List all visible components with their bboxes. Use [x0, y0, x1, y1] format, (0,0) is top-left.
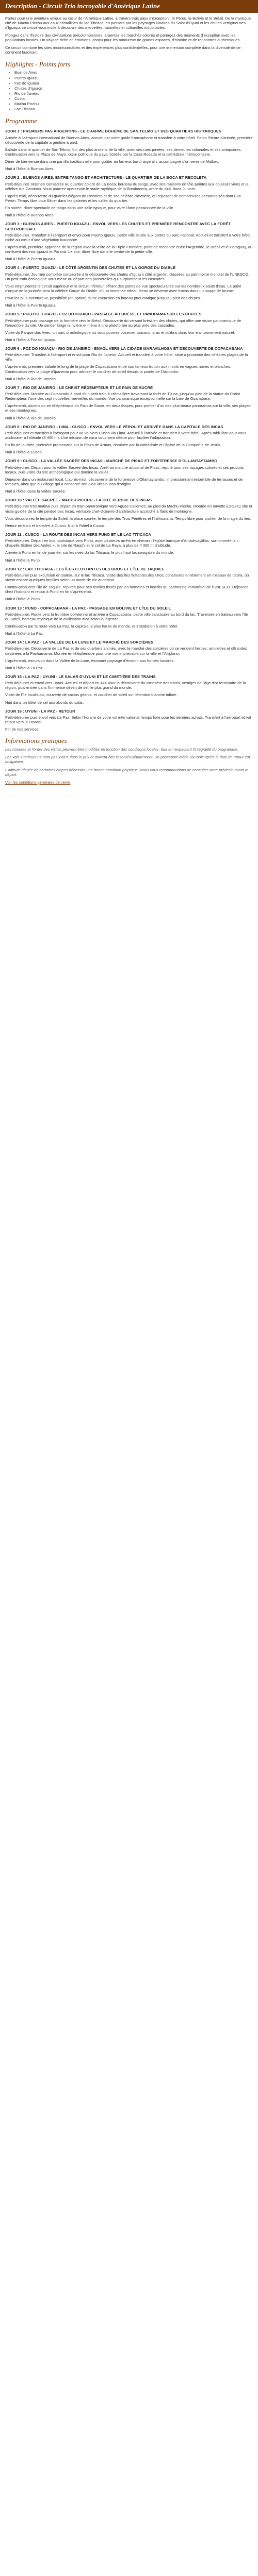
day-paragraph: Déjeuner dans un restaurant local. L'après-midi, découverte de la forteresse d'Ollantaytambo, impressionnant ensemble de terrasses et de temples, ainsi que du village qui a conservé son plan urbain inca d'origine. — [5, 477, 243, 487]
day-paragraph: Petit-déjeuner. Transfert à l'aéroport et envol pour Rio de Janeiro. Accueil et transfert à votre hôtel, situé à proximité des célèbres plages de la ville. — [5, 352, 248, 362]
day-heading: JOUR 14 : LA PAZ - LA VALLÉE DE LA LUNE ET LE MARCHÉ DES SORCIÈRES — [5, 640, 154, 645]
day-paragraph: L'après-midi, excursion dans la Vallée de la Lune, étonnant paysage d'érosion aux formes lunaires. — [5, 658, 175, 663]
day-block — [5, 567, 253, 602]
highlight-item: • Lac Titicaca — [14, 107, 253, 111]
intro-paragraph: Plongez dans l'histoire des civilisations précolombiennes, arpentez les marchés colorés et partagez des moments d'exception avec les populations locales. Un voyage riche en émotions, conçu pour les amoureux de grands espaces, d'histoire et de rencontres authentiques. — [5, 33, 241, 43]
highlight-item: • Rio de Janeiro — [14, 91, 253, 96]
main-content — [0, 13, 258, 793]
day-paragraph: Petit-déjeuner. Départ en bus touristique vers Puno, avec plusieurs arrêts en chemin : l'église baroque d'Andahuaylillas, surnommée la « chapelle Sixtine des Andes », le site de Raqchi et le col de La Raya, à plus de 4 300 m d'altitude. — [5, 538, 239, 548]
day-paragraph: Nuit à l'hôtel à La Paz. — [5, 631, 44, 636]
day-paragraph: Nuit à l'hôtel à Foz do Iguaçu. — [5, 337, 56, 342]
day-block — [5, 640, 253, 670]
day-paragraph: Petit-déjeuner puis envol vers La Paz. Selon l'horaire de votre vol international, temps libre pour les derniers achats. Transfert à l'aéroport et vol retour vers la France. — [5, 715, 251, 724]
day-heading: JOUR 6 : FOZ DO IGUAÇU - RIO DE JANEIRO - ENVOL VERS LA CIDADE MARAVILHOSA ET DÉCOUVERTE DE COPACABANA — [5, 346, 243, 351]
day-block — [5, 425, 253, 455]
day-heading: JOUR 15 : LA PAZ - UYUNI - LE SALAR D'UYUNI ET LE CIMETIÈRE DES TRAINS — [5, 674, 156, 679]
day-block — [5, 312, 253, 342]
page-title: Description - Circuit Trio incroyable d'Amérique Latine — [5, 2, 160, 10]
day-paragraph: Petit-déjeuner. Départ pour la Vallée Sacrée des Incas. Arrêt au marché artisanal de Pisac, réputé pour ses tissages colorés et ses produits locaux, puis visite du site archéologique qui domine la vallée. — [5, 465, 244, 474]
day-paragraph: Nuit à l'hôtel à Cusco. — [5, 450, 43, 455]
day-paragraph: Visite de l'île Incahuasi, couverte de cactus géants, et coucher de soleil sur l'étendue blanche infinie. — [5, 692, 178, 698]
day-heading: JOUR 5 : PUERTO IGUAZU - FOZ DO IGUAÇU - PASSAGE AU BRÉSIL ET PANORAMA SUR LES CHUTES — [5, 312, 202, 317]
day-paragraph: Nuit à l'hôtel à Puerto Iguazu. — [5, 257, 56, 262]
highlight-item: • Puerto Iguazu — [14, 76, 253, 80]
day-heading: JOUR 16 : UYUNI - LA PAZ - RETOUR — [5, 708, 75, 714]
day-paragraph: Retour en train et transfert à Cusco. Nuit à l'hôtel à Cusco. — [5, 523, 106, 528]
day-paragraph: Petit-déjeuner et envol vers Uyuni. Accueil et départ en 4x4 pour la découverte du cimetière des trains, vestiges de l'âge d'or ferroviaire de la région, puis entrée dans l'immense désert de sel, le plus grand du monde. — [5, 681, 246, 690]
day-paragraph: Arrivée à l'aéroport international de Buenos Aires, accueil par votre guide francophone et transfert à votre hôtel. Selon l'heure d'arrivée, première découverte de la capitale argentine à pied. — [5, 135, 253, 145]
day-paragraph: Petit-déjeuner puis passage de la frontière vers le Brésil. Découverte du versant brésilien des chutes, qui offre une vision panoramique de l'ensemble du site. Un sentier longe la rivière et mène à une plateforme au plus près des cascades. — [5, 318, 241, 328]
day-block — [5, 709, 253, 732]
day-paragraph: Petit-déjeuner. Journée complète consacrée à la découverte des chutes d'Iguazú côté argentin, classées au patrimoine mondial de l'UNESCO. Un petit train écologique vous mène au départ des passerelles qui surplombent les cascades. — [5, 272, 250, 281]
day-block — [5, 459, 253, 494]
day-paragraph: Continuation vers l'île de Taquile, réputée pour ses textiles tissés par les hommes et inscrits au patrimoine immatériel de l'UNESCO. Déjeuner chez l'habitant et retour à Puno en fin d'après-midi. — [5, 585, 248, 595]
day-heading: JOUR 1 : PREMIERS PAS ARGENTINS - LE CHARME BOHÈME DE SAN TELMO ET DES QUARTIERS HISTORIQUES — [5, 129, 222, 134]
day-block — [5, 265, 253, 308]
programme-heading: Programme — [5, 116, 37, 125]
day-heading: JOUR 7 : RIO DE JANEIRO - LE CHRIST RÉDEMPTEUR ET LE PAIN DE SUCRE — [5, 385, 153, 390]
highlight-item: • Cusco — [14, 96, 253, 101]
page-banner — [0, 0, 258, 13]
day-block — [5, 532, 253, 563]
day-paragraph: L'après-midi, découverte du quartier élégant de Recoleta et de son célèbre cimetière, où reposent de nombreuses personnalités dont Eva Perón. Temps libre pour flâner dans les galeries et les cafés du quartier. — [5, 193, 241, 203]
intro-paragraph: Partez pour une aventure unique au cœur de l'Amérique Latine, à travers trois pays d'exception : le Pérou, la Bolivie et le Brésil. De la mystique cité de Machu Picchu aux eaux cristallines du lac Titicaca, en passant par les paysages lunaires du Salar d'Uyuni et les chutes vertigineuses d'Iguaçu, ce circuit vous invite à découvrir des merveilles naturelles et culturelles inoubliables. — [5, 15, 251, 30]
highlight-item: • Foz do Iguaçu — [14, 81, 253, 86]
notes-heading: Informations pratiques — [5, 737, 67, 745]
notes-section — [5, 747, 253, 777]
day-paragraph: Petit-déjeuner et transfert à l'aéroport pour un vol vers Cusco via Lima. Accueil à l'arrivée et transfert à votre hôtel. Après-midi libre pour vous acclimater à l'altitude (3 400 m). Une infusion de coca vous sera offerte pour faciliter l'adaptation. — [5, 430, 247, 440]
note-paragraph: Les vols intérieurs ne sont pas inclus dans le prix et doivent être réservés séparément. Un passeport valide six mois après la date de retour est obligatoire. — [5, 755, 250, 765]
day-paragraph: Nuit à l'hôtel à Buenos Aires. — [5, 213, 55, 218]
programme-days — [5, 129, 253, 732]
day-paragraph: L'après-midi, première approche de la région avec la visite de la Triple Frontière, point de rencontre entre l'Argentine, le Brésil et le Paraguay, au confluent des rios Iguazú et Paraná. Le soir, dîner libre dans le centre de la petite ville. — [5, 244, 253, 255]
day-paragraph: Petit-déjeuner puis excursion en bateau sur le lac Titicaca. Visite des îles flottantes des Uros, construites entièrement en roseaux de totora, où vivent encore quelques familles selon un mode de vie ancestral. — [5, 572, 249, 582]
day-paragraph: Nuit à l'hôtel dans la Vallée Sacrée. — [5, 489, 66, 494]
day-paragraph: Nuit dans un hôtel de sel aux abords du salar. — [5, 700, 84, 705]
day-paragraph: Petit-déjeuner. Montée au Corcovado à bord d'un petit train à crémaillère traversant la forêt de Tijuca, jusqu'au pied de la statue du Christ Rédempteur, l'une des sept nouvelles merveilles du monde. Vue panoramique exceptionnelle sur la baie de Guanabara. — [5, 392, 240, 401]
day-paragraph: En soirée, dîner-spectacle de tango dans une salle typique, pour vivre l'âme passionnée de la ville. — [5, 206, 174, 211]
day-paragraph: Visite du Parque das Aves, un parc ornithologique où vous pourrez observer toucans, aras et colibris dans leur environnement naturel. — [5, 330, 235, 335]
day-heading: JOUR 9 : CUSCO - LA VALLÉE SACRÉE DES INCAS - MARCHÉ DE PISAC ET FORTERESSE D'OLLANTAYTAMBO — [5, 459, 218, 464]
day-heading: JOUR 3 : BUENOS AIRES - PUERTO IGUAZU - ENVOL VERS LES CHUTES ET PREMIÈRE RENCONTRE AVEC LA FORÊT SUBTROPICALE — [5, 222, 231, 231]
day-block — [5, 385, 253, 420]
highlight-item: • Chutes d'Iguaçu — [14, 86, 253, 91]
day-heading: JOUR 10 : VALLÉE SACRÉE - MACHU PICCHU - LA CITÉ PERDUE DES INCAS — [5, 498, 152, 503]
day-paragraph: Nuit à l'hôtel à Rio de Janeiro. — [5, 376, 57, 381]
day-paragraph: Nuit à l'hôtel à Puno. — [5, 597, 41, 602]
highlight-item: • Machu Picchu — [14, 101, 253, 106]
day-paragraph: Balade dans le quartier de San Telmo, l'un des plus anciens de la ville, avec ses rues pavées, ses demeures coloniales et ses antiquaires. Continuation vers la Plaza de Mayo, cœur politique du pays, bordée par la Casa Rosada et la cathédrale métropolitaine. — [5, 147, 242, 157]
highlight-item: • Buenos Aires — [14, 70, 253, 75]
note-paragraph: Les horaires et l'ordre des visites peuvent être modifiés en fonction des conditions locales, tout en respectant l'intégralité du programme. — [5, 747, 239, 752]
day-heading: JOUR 2 : BUENOS AIRES, ENTRE TANGO ET ARCHITECTURE - LE QUARTIER DE LA BOCA ET RECOLETA — [5, 175, 207, 180]
day-paragraph: L'après-midi, ascension en téléphérique du Pain de Sucre, en deux étapes, pour profiter d'un des plus beaux panoramas sur la ville, ses plages et ses montagnes. — [5, 403, 251, 413]
day-block — [5, 129, 253, 171]
day-paragraph: Petit-déjeuner. Matinée consacrée au quartier coloré de La Boca, berceau du tango, avec ses maisons en tôle peintes aux couleurs vives et la célèbre rue Caminito. Vous pourrez apercevoir le stade mythique de la Bombonera, antre du club Boca Juniors. — [5, 181, 249, 191]
cgv-link[interactable]: Voir les conditions générales de vente — [5, 779, 71, 785]
day-paragraph: Petit-déjeuner très matinal puis départ en train panoramique vers Aguas Calientes, au pied du Machu Picchu. Montée en navette jusqu'au site et visite guidée de la cité perdue des Incas, véritable chef-d'œuvre d'architecture accroché à flanc de montagne. — [5, 504, 252, 514]
day-block — [5, 222, 253, 261]
note-paragraph: L'altitude élevée de certaines étapes nécessite une bonne condition physique. Nous vous recommandons de consulter votre médecin avant le départ. — [5, 767, 248, 777]
day-paragraph: Vous emprunterez le circuit supérieur et le circuit inférieur, offrant des points de vue spectaculaires sur les nombreux sauts d'eau. Le point d'orgue de la journée sera la célèbre Gorge du Diable, où un immense rideau d'eau se déverse avec fracas dans un nuage de brume. — [5, 283, 241, 293]
day-paragraph: Vous découvrirez le temple du Soleil, la place sacrée, le temple des Trois Fenêtres et l'Intihuatana. Temps libre pour profiter de la magie du lieu. — [5, 516, 251, 521]
day-paragraph: Pour les plus aventureux, possibilité (en option) d'une excursion en bateau pneumatique jusqu'au pied des chutes. — [5, 296, 201, 301]
day-block — [5, 346, 253, 381]
day-paragraph: Nuit à l'hôtel à Rio de Janeiro. — [5, 415, 57, 420]
day-paragraph: Nuit à l'hôtel à La Paz. — [5, 665, 44, 670]
day-paragraph: Petit-déjeuner. Route vers la frontière bolivienne et arrivée à Copacabana, petite ville sanctuaire au bord du lac. Traversée en bateau vers l'île du Soleil, berceau mythique de la civilisation inca selon la légende. — [5, 612, 248, 621]
day-paragraph: Nuit à l'hôtel à Puno. — [5, 557, 41, 563]
day-block — [5, 175, 253, 217]
day-heading: JOUR 4 : PUERTO IGUAZU - LE CÔTÉ ARGENTIN DES CHUTES ET LA GORGE DU DIABLE — [5, 265, 176, 270]
day-paragraph: Continuation par la route vers La Paz, la capitale la plus haute du monde, et installation à votre hôtel. — [5, 623, 179, 629]
day-paragraph: Nuit à l'hôtel à Buenos Aires. — [5, 166, 55, 172]
day-paragraph: Fin de nos services. — [5, 727, 40, 732]
day-paragraph: Dîner de bienvenue dans une parrilla traditionnelle pour goûter au fameux bœuf argentin, accompagné d'un verre de Malbec. — [5, 159, 220, 164]
day-heading: JOUR 8 : RIO DE JANEIRO - LIMA - CUSCO - ENVOL VERS LE PÉROU ET ARRIVÉE DANS LA CAPITALE DES INCAS — [5, 424, 223, 429]
day-heading: JOUR 13 : PUNO - COPACABANA - LA PAZ - PASSAGE EN BOLIVIE ET L'ÎLE DU SOLEIL — [5, 605, 171, 611]
highlights-heading: Highlights - Points forts — [5, 60, 71, 68]
day-paragraph: Nuit à l'hôtel à Puerto Iguazu. — [5, 303, 56, 308]
day-paragraph: Petit-déjeuner. Transfert à l'aéroport et envol pour Puerto Iguazu, petite ville située aux portes du parc national. Accueil et transfert à votre hôtel, niché au cœur d'une végétation luxuriante. — [5, 232, 252, 242]
day-paragraph: L'après-midi, première balade le long de la plage de Copacabana et de son fameux trottoir aux motifs en vagues noires et blanches. Continuation vers la plage d'Ipanema pour admirer le coucher de soleil depuis la pointe de l'Arpoador. — [5, 364, 231, 374]
intro-paragraph: Ce circuit combine les sites incontournables et des expériences plus confidentielles, pour une immersion complète dans la diversité de ce continent fascinant. — [5, 45, 241, 55]
day-paragraph: Arrivée à Puno en fin de journée, sur les rives du lac Titicaca, le plus haut lac navigable du monde. — [5, 550, 174, 555]
day-paragraph: Petit-déjeuner. Découverte de La Paz et de ses quartiers animés, avec le marché des sorcières où se vendent herbes, amulettes et offrandes destinées à la Pachamama. Montée en téléphérique pour une vue imprenable sur la ville et l'Altiplano. — [5, 646, 247, 656]
day-block — [5, 498, 253, 528]
highlights-list — [5, 70, 253, 111]
day-block — [5, 606, 253, 636]
day-heading: JOUR 11 : CUSCO - LA ROUTE DES INCAS VERS PUNO ET LE LAC TITICACA — [5, 532, 151, 537]
day-block — [5, 674, 253, 705]
intro-section — [5, 16, 253, 55]
day-heading: JOUR 12 : LAC TITICACA - LES ÎLES FLOTTANTES DES UROS ET L'ÎLE DE TAQUILE — [5, 566, 165, 571]
day-paragraph: En fin de journée, première promenade sur la Plaza de Armas, dominée par la cathédrale et l'église de la Compañía de Jesús. — [5, 443, 221, 448]
